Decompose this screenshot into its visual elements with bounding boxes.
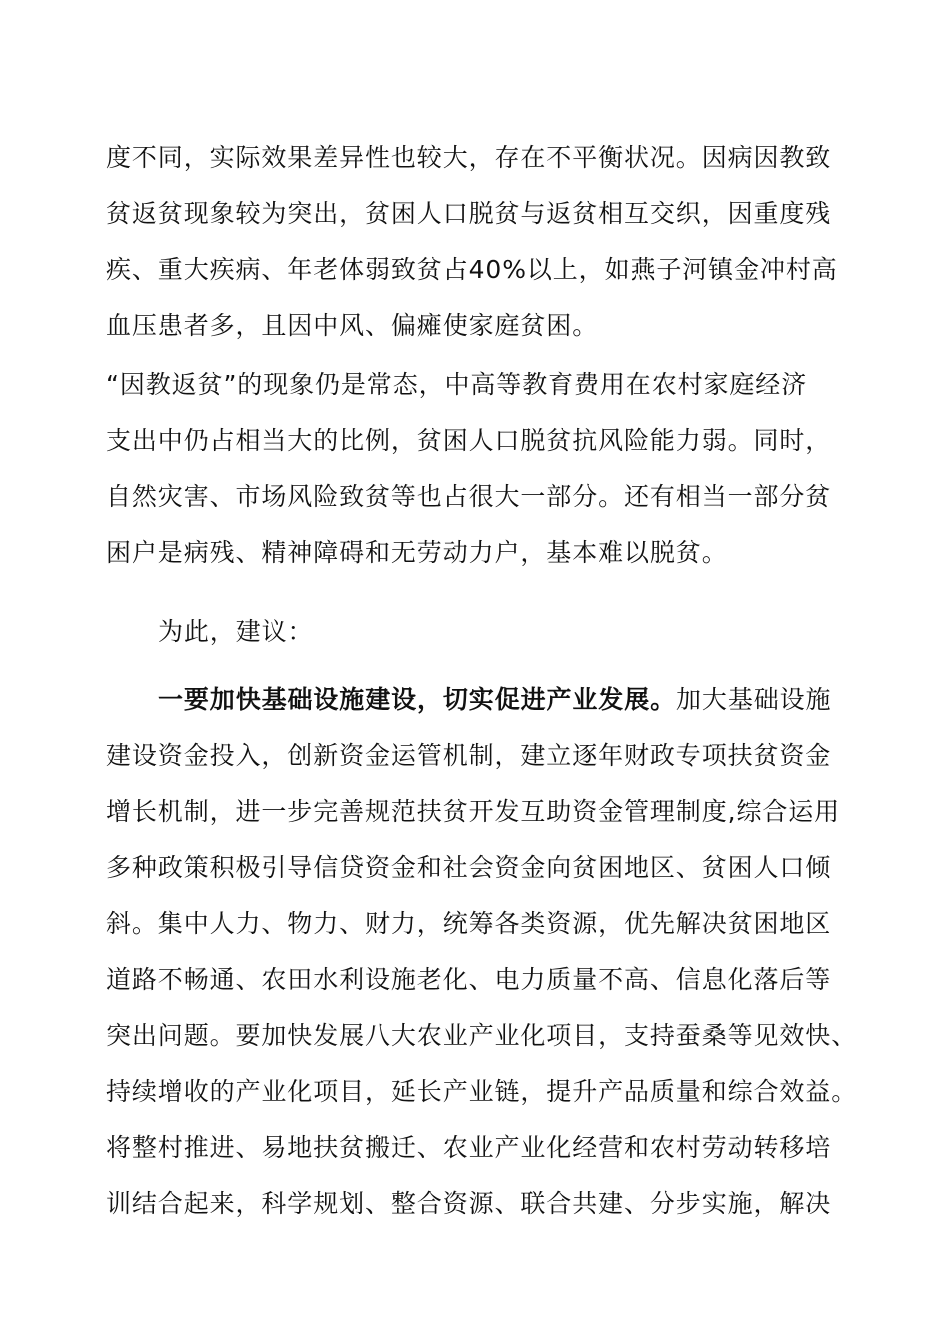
paragraph-4-line-3: 增长机制，进一步完善规范扶贫开发互助资金管理制度,综合运用 (106, 797, 841, 826)
paragraph-2-line-3: 自然灾害、市场风险致贫等也占很大一部分。还有相当一部分贫 (106, 482, 832, 511)
paragraph-1-line-3: 疾、重大疾病、年老体弱致贫占40%以上，如燕子河镇金冲村高 (106, 255, 838, 284)
paragraph-2-line-2: 支出中仍占相当大的比例，贫困人口脱贫抗风险能力弱。同时， (106, 426, 832, 455)
paragraph-2-line-4: 困户是病残、精神障碍和无劳动力户，基本难以脱贫。 (106, 538, 728, 567)
paragraph-4-line-4: 多种政策积极引导信贷资金和社会资金向贫困地区、贫困人口倾 (106, 853, 832, 882)
paragraph-1-line-4: 血压患者多，且因中风、偏瘫使家庭贫困。 (106, 311, 599, 340)
paragraph-4-line-9: 将整村推进、易地扶贫搬迁、农业产业化经营和农村劳动转移培 (106, 1133, 832, 1162)
paragraph-2-line-1: “因教返贫”的现象仍是常态，中高等教育费用在农村家庭经济 (106, 370, 808, 399)
paragraph-4-line-2: 建设资金投入，创新资金运管机制，建立逐年财政专项扶贫资金 (106, 741, 832, 770)
paragraph-4-line-8: 持续增收的产业化项目，延长产业链，提升产品质量和综合效益。 (106, 1077, 858, 1106)
paragraph-1-line-2: 贫返贫现象较为突出，贫困人口脱贫与返贫相互交织，因重度残 (106, 199, 832, 228)
paragraph-4-first-rest: 加大基础设施 (676, 685, 832, 714)
paragraph-4-line-10: 训结合起来，科学规划、整合资源、联合共建、分步实施，解决 (106, 1189, 832, 1218)
paragraph-4-line-6: 道路不畅通、农田水利设施老化、电力质量不高、信息化落后等 (106, 965, 832, 994)
paragraph-1-line-1: 度不同，实际效果差异性也较大，存在不平衡状况。因病因教致 (106, 143, 832, 172)
paragraph-4-line-7: 突出问题。要加快发展八大农业产业化项目，支持蚕桑等见效快、 (106, 1021, 858, 1050)
paragraph-4-line-5: 斜。集中人力、物力、财力，统筹各类资源，优先解决贫困地区 (106, 909, 832, 938)
paragraph-4-line-1 (158, 682, 848, 718)
paragraph-3: 为此，建议： (158, 617, 314, 646)
paragraph-4-heading: 一要加快基础设施建设，切实促进产业发展。 (158, 685, 677, 714)
